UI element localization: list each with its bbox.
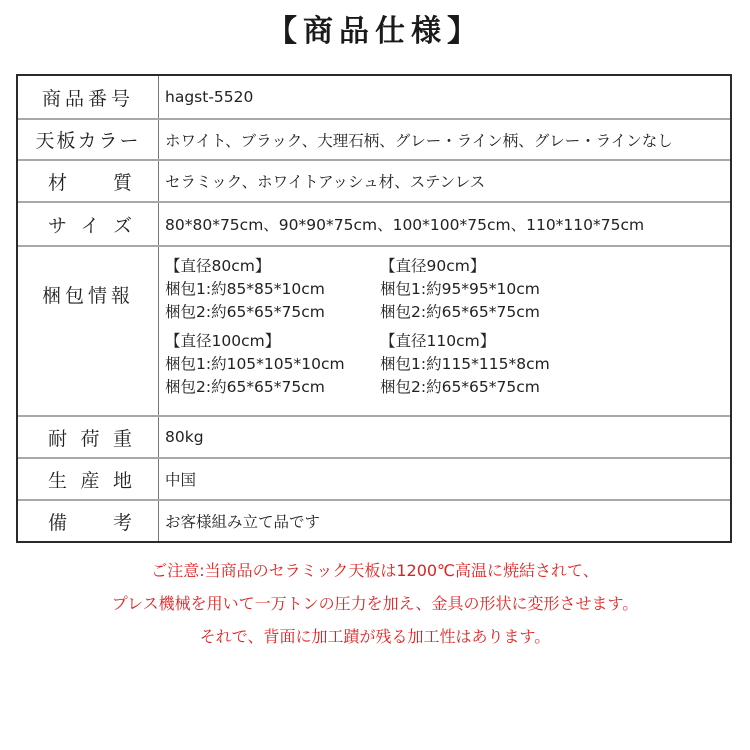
row-label (18, 417, 159, 457)
package-heading: 【直径90cm】 (380, 257, 486, 275)
label-char: 材 (48, 171, 68, 194)
row-value: hagst-5520 (165, 88, 254, 106)
row-value: セラミック、ホワイトアッシュ材、ステンレス (165, 173, 486, 191)
package-block-100 (165, 330, 380, 399)
label-char: 考 (112, 511, 132, 534)
row-label (18, 203, 159, 245)
label-char: 重 (112, 427, 132, 450)
package-line: 梱包2:約65*65*75cm (165, 303, 325, 321)
package-line: 梱包1:約95*95*10cm (380, 280, 540, 298)
spec-row-top-color (18, 118, 730, 159)
package-heading: 【直径80cm】 (165, 257, 271, 275)
row-value: 80*80*75cm、90*90*75cm、100*100*75cm、110*110*75cm (165, 216, 645, 234)
row-label: 梱包情報 (18, 247, 159, 415)
package-line: 梱包2:約65*65*75cm (380, 378, 540, 396)
package-block-110 (380, 330, 580, 399)
packaging-grid (159, 247, 730, 415)
row-label: 天板カラー (18, 120, 159, 159)
package-line: 梱包1:約85*85*10cm (165, 280, 325, 298)
label-char: 荷 (80, 427, 100, 450)
label-char: 耐 (48, 427, 68, 450)
notice-line-2: プレス機械を用いて一万トンの圧力を加え、金具の形状に変形させます。 (111, 594, 639, 613)
notice-line-1: ご注意:当商品のセラミック天板は1200℃高温に焼結されて、 (151, 561, 599, 580)
package-line: 梱包2:約65*65*75cm (165, 378, 325, 396)
row-value: ホワイト、ブラック、大理石柄、グレー・ライン柄、グレー・ラインなし (165, 131, 673, 150)
package-heading: 【直径110cm】 (380, 332, 496, 350)
spec-row-material (18, 159, 730, 201)
label-char: 生 (48, 469, 68, 492)
spec-table (16, 74, 732, 543)
spec-row-origin (18, 457, 730, 499)
row-value: 中国 (165, 471, 197, 489)
spec-row-load-capacity (18, 415, 730, 457)
label-char: ズ (112, 214, 132, 237)
row-label (18, 501, 159, 541)
row-label (18, 459, 159, 499)
package-block-80 (165, 255, 380, 324)
row-value: お客様組み立て品です (165, 513, 321, 531)
page-title: 【商品仕様】 (267, 14, 483, 49)
label-char: サ (48, 214, 68, 237)
package-line: 梱包1:約105*105*10cm (165, 355, 345, 373)
label-char: 地 (112, 469, 132, 492)
package-line: 梱包1:約115*115*8cm (380, 355, 550, 373)
spec-row-size (18, 201, 730, 245)
package-line: 梱包2:約65*65*75cm (380, 303, 540, 321)
package-block-90 (380, 255, 580, 324)
package-heading: 【直径100cm】 (165, 332, 281, 350)
spec-row-packaging (18, 245, 730, 415)
row-label: 商品番号 (18, 76, 159, 118)
spec-row-notes (18, 499, 730, 541)
label-char: 産 (80, 469, 100, 492)
row-label (18, 161, 159, 201)
row-value: 80kg (165, 428, 204, 446)
label-char: イ (80, 214, 100, 237)
spec-row-product-number (18, 76, 730, 118)
notice-line-3: それで、背面に加工蹟が残る加工性はあります。 (199, 627, 551, 646)
label-char: 備 (48, 511, 68, 534)
label-char: 質 (112, 171, 132, 194)
